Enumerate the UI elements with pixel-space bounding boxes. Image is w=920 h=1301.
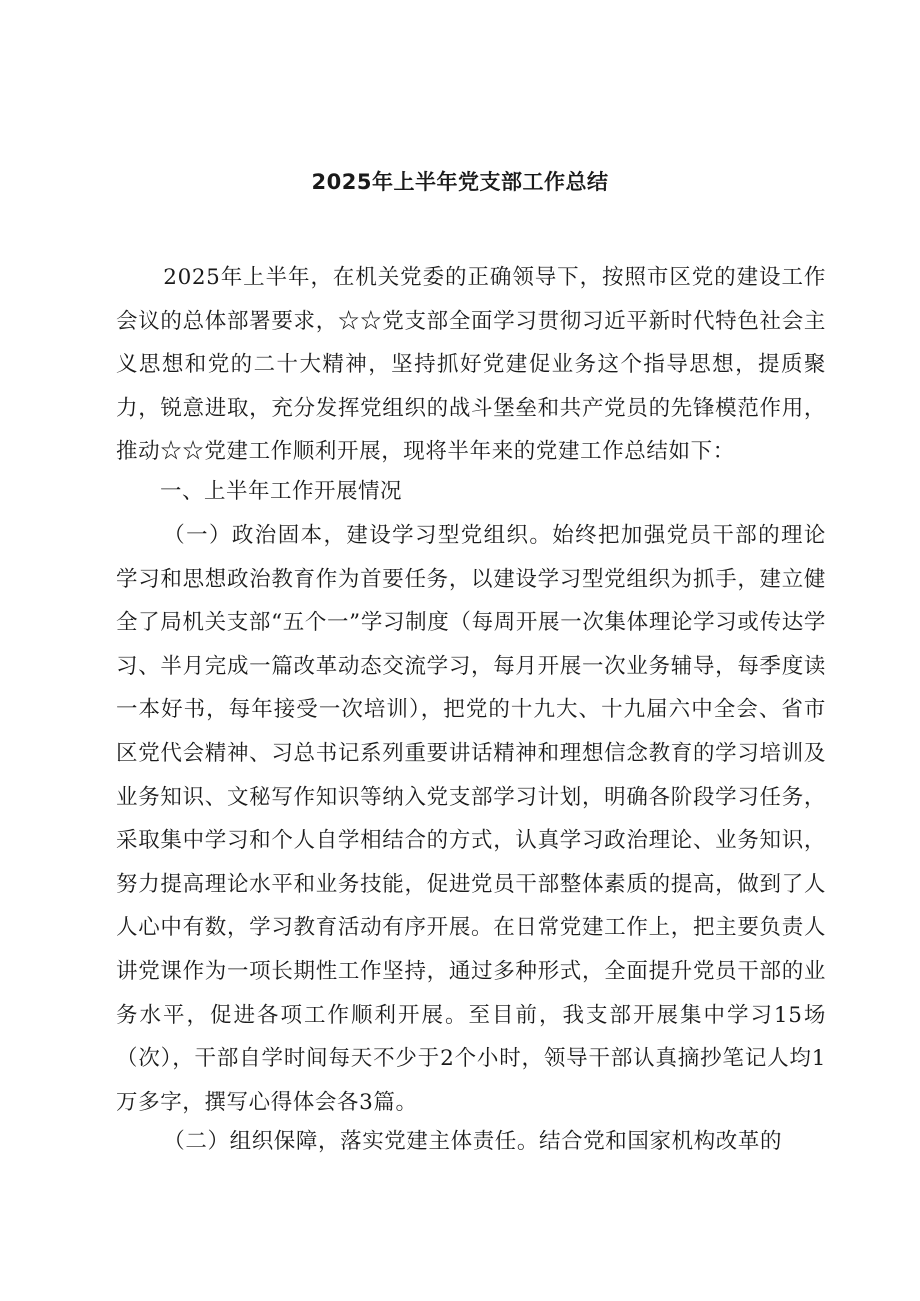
section-1-paragraph: （一）政治固本，建设学习型党组织。始终把加强党员干部的理论学习和思想政治教育作为首要任务，以建设学习型党组织为抓手，建立健全了局机关支部“五个一”学习制度（每周开展一次集体理论学习或传达学习、半月完成一篇改革动态交流学习，每月开展一次业务辅导，每季度读一本好书，每年接受一次培训），把党的十九大、十九届六中全会、省市区党代会精神、习总书记系列重要讲话精神和理想信念教育的学习培训及业务知识、文秘写作知识等纳入党支部学习计划，明确各阶段学习任务，采取集中学习和个人自学相结合的方式，认真学习政治理论、业务知识，努力提高理论水平和业务技能，促进党员干部整体素质的提高，做到了人人心中有数，学习教育活动有序开展。在日常党建工作上，把主要负责人讲党课作为一项长期性工作坚持，通过多种形式，全面提升党员干部的业务水平，促进各项工作顺利开展。至目前，我支部开展集中学习15场（次），干部自学时间每天不少于2个小时，领导干部认真摘抄笔记人均1万多字，撰写心得体会各3篇。	[116, 523, 826, 1115]
section-1-block	[116, 514, 826, 1124]
section-2-block	[116, 1120, 826, 1164]
intro-paragraph-block	[116, 256, 826, 474]
intro-paragraph: 2025年上半年，在机关党委的正确领导下，按照市区党的建设工作会议的总体部署要求，☆☆党支部全面学习贯彻习近平新时代特色社会主义思想和党的二十大精神，坚持抓好党建促业务这个指导思想，提质聚力，锐意进取，充分发挥党组织的战斗堡垒和共产党员的先锋模范作用，推动☆☆党建工作顺利开展，现将半年来的党建工作总结如下：	[116, 265, 826, 465]
section-heading-1: 一、上半年工作开展情况	[160, 479, 403, 504]
document-title: 2025年上半年党支部工作总结	[311, 170, 609, 194]
section-2-paragraph: （二）组织保障，落实党建主体责任。结合党和国家机构改革的	[163, 1129, 783, 1154]
